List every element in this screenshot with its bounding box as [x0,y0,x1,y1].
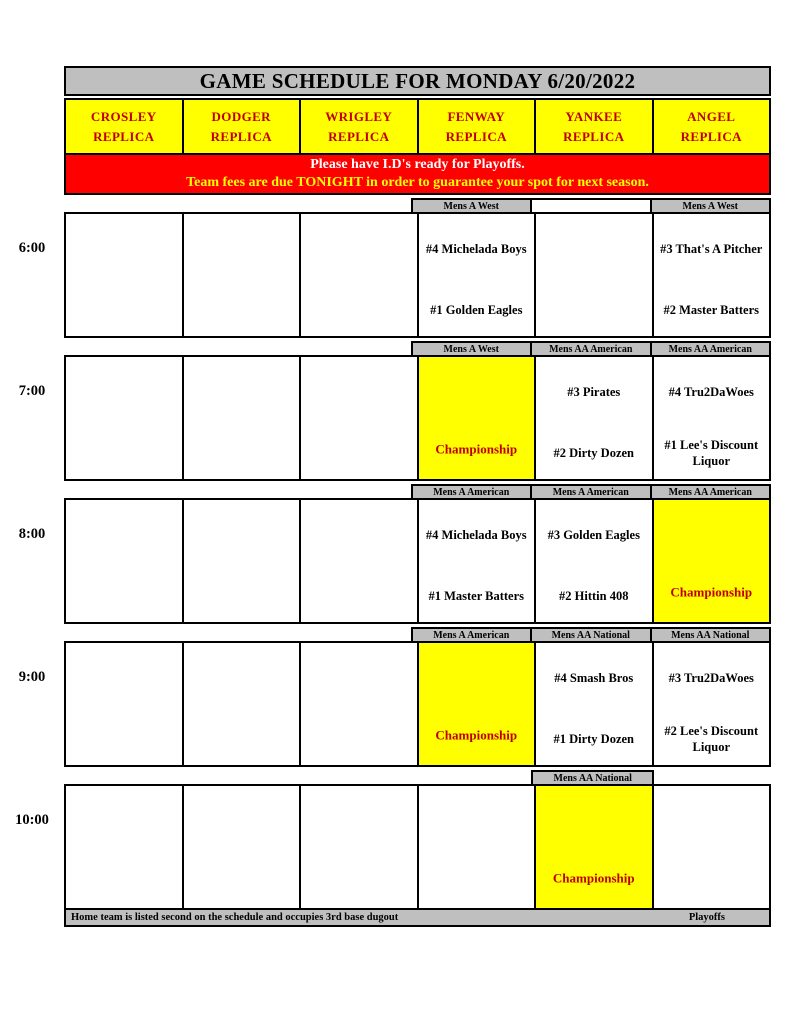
division-label: Mens AA American [530,341,652,357]
schedule-cell-empty [299,498,419,624]
team-name-away: #3 Golden Eagles [547,527,640,542]
team-name-home: #1 Golden Eagles [430,302,523,317]
game-row-7 [18,355,771,481]
team-name-home: #1 Dirty Dozen [553,731,635,746]
team-name-home: #2 Hittin 408 [559,588,629,603]
field-type: REPLICA [328,129,390,144]
team-name-away: #4 Michelada Boys [425,241,527,256]
schedule-cell-empty [299,641,419,767]
field-header-row [64,98,771,155]
field-type: REPLICA [680,129,742,144]
division-label: Mens AA National [531,770,654,786]
notice-banner [64,153,771,195]
field-header-wrigley [299,98,419,155]
schedule-cell-empty [64,212,184,338]
team-name-away: #4 Smash Bros [554,670,634,685]
division-label: Mens A West [650,198,772,214]
division-label: Mens A American [411,627,533,643]
schedule-cell-empty [299,212,419,338]
field-name: ANGEL [687,109,736,124]
team-name-away: #3 That's A Pitcher [660,241,763,256]
playoffs-label: Playoffs [688,912,725,923]
footer-bar [64,908,771,927]
field-name: FENWAY [447,109,506,124]
championship-cell [417,355,537,481]
team-name-home: #2 Dirty Dozen [553,445,635,460]
division-label: Mens AA American [650,341,772,357]
schedule-cell-game [652,641,772,767]
field-header-yankee [534,98,654,155]
championship-label: Championship [670,584,753,600]
division-label: Mens A West [411,198,533,214]
division-label: Mens A American [530,484,652,500]
schedule-cell-game [534,355,654,481]
team-name-away: #4 Michelada Boys [425,527,527,542]
field-header-angel [652,98,772,155]
field-header-dodger [182,98,302,155]
schedule-cell-empty [64,498,184,624]
championship-label: Championship [552,870,635,886]
field-header-crosley [64,98,184,155]
championship-cell [417,641,537,767]
time-label: 10:00 [15,812,49,828]
game-row-8 [18,498,771,624]
field-type: REPLICA [563,129,625,144]
field-header-fenway [417,98,537,155]
game-row-9 [18,641,771,767]
schedule-cell-empty [299,784,419,910]
schedule-cell-empty [64,641,184,767]
team-name-home: #2 Lee's Discount Liquor [664,723,759,754]
field-type: REPLICA [445,129,507,144]
schedule-cell-empty [534,212,654,338]
schedule-cell-empty [182,212,302,338]
division-label: Mens AA National [530,627,652,643]
schedule-cell-empty [299,355,419,481]
schedule-cell-empty [182,355,302,481]
team-name-home: #1 Lee's Discount Liquor [664,437,759,468]
championship-label: Championship [435,727,518,743]
field-name: WRIGLEY [325,109,393,124]
field-name: CROSLEY [90,109,157,124]
page-title: GAME SCHEDULE FOR MONDAY 6/20/2022 [64,66,771,96]
schedule-table [15,66,771,927]
team-name-home: #1 Master Batters [428,588,525,603]
schedule-cell-game [652,212,772,338]
field-type: REPLICA [93,129,155,144]
field-name: YANKEE [565,109,623,124]
championship-cell [534,784,654,910]
team-name-away: #4 Tru2DaWoes [668,384,754,399]
division-label: Mens AA National [650,627,772,643]
championship-label: Championship [435,441,518,457]
division-label: Mens A American [411,484,533,500]
time-label: 7:00 [18,383,46,399]
schedule-cell-game [417,212,537,338]
team-name-away: #3 Pirates [567,384,621,399]
schedule-cell-empty [182,641,302,767]
footer-note: Home team is listed second on the schedule and occupies 3rd base dugout [71,912,399,923]
schedule-cell-game [652,355,772,481]
schedule-cell-empty [182,784,302,910]
field-type: REPLICA [210,129,272,144]
game-row-6 [18,212,771,338]
division-label: Mens AA American [650,484,772,500]
schedule-cell-game [534,641,654,767]
division-label: Mens A West [411,341,533,357]
schedule-cell-empty [64,784,184,910]
time-label: 8:00 [18,526,46,542]
game-row-10 [15,784,771,910]
notice-line-2: Team fees are due TONIGHT in order to guarantee your spot for next season. [186,175,649,190]
team-name-home: #2 Master Batters [663,302,760,317]
notice-line-1: Please have I.D's ready for Playoffs. [310,157,525,172]
team-name-away: #3 Tru2DaWoes [668,670,754,685]
schedule-cell-empty [652,784,772,910]
schedule-cell-game [417,498,537,624]
field-name: DODGER [211,109,271,124]
championship-cell [652,498,772,624]
time-label: 9:00 [18,669,46,685]
schedule-cell-empty [417,784,537,910]
schedule-cell-empty [182,498,302,624]
time-label: 6:00 [18,240,46,256]
schedule-cell-game [534,498,654,624]
schedule-cell-empty [64,355,184,481]
